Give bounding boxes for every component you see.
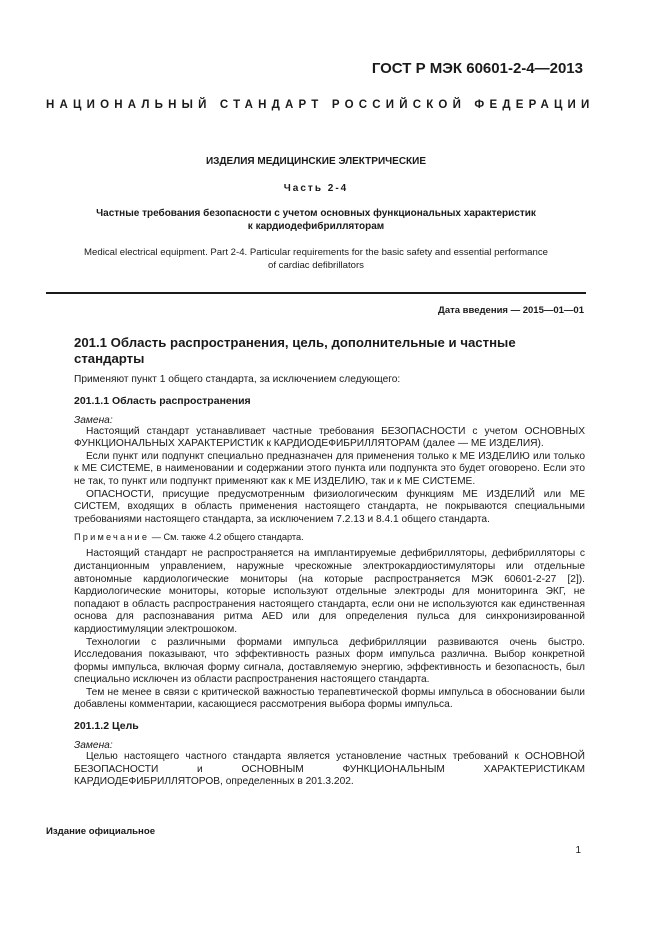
document-part: Часть 2-4 <box>283 183 349 194</box>
paragraph: Тем не менее в связи с критической важностью терапевтической формы импульса в обосновании были добавлены комментарии, касающиеся рассмотрения выбора формы импульса. <box>74 686 585 711</box>
paragraph: Целью настоящего частного стандарта является установление частных требований к ОСНОВНОЙ БЕЗОПАСНОСТИ и ОСНОВНЫМ ФУНКЦИОНАЛЬНЫМ ХАРАКТЕРИСТИКАМ КАРДИОДЕФИБРИЛЛЯТОРОВ, определенных в 201.3.202. <box>74 751 585 788</box>
english-title-line-2: of cardiac defibrillators <box>268 260 364 271</box>
section-heading-line-1: 201.1 Область распространения, цель, дополнительные и частные <box>74 335 516 350</box>
paragraph: ОПАСНОСТИ, присущие предусмотренным физиологическим функциям МЕ ИЗДЕЛИЙ или МЕ СИСТЕМ, входящих в область применения настоящего стандарта, не покрываются специальными требованиями настоящего стандарта, за исключением 7.2.13 и 8.4.1 общего стандарта. <box>74 488 585 525</box>
divider-rule <box>46 292 586 294</box>
replacement-label: Замена: <box>74 740 113 752</box>
document-subtitle <box>46 207 586 233</box>
paragraph: Настоящий стандарт не распространяется на имплантируемые дефибрилляторы, дефибрилляторы с дистанционным управлением, наружные чрескожные электрокардиостимуляторы или отдельные автономные кардиологические мониторы (на которые распространяется МЭК 60601-2-27 [2]). Кардиологические мониторы, которые используют отдельные электроды для мониторинга ЭКГ, не попадают в область распространения настоящего стандарта, если они не используются как единственная основа для распознавания ритма AED или для определения пульса для синхронизированной кардиостимуляции электрошоком. <box>74 548 585 635</box>
paragraph: Настоящий стандарт устанавливает частные требования БЕЗОПАСНОСТИ с учетом ОСНОВНЫХ ФУНКЦИОНАЛЬНЫХ ХАРАКТЕРИСТИК к КАРДИОДЕФИБРИЛЛЯТОРАМ (далее — МЕ ИЗДЕЛИЯ). <box>74 425 585 450</box>
page-number: 1 <box>575 845 581 856</box>
replacement-label: Замена: <box>74 414 113 426</box>
national-standard-banner: НАЦИОНАЛЬНЫЙ СТАНДАРТ РОССИЙСКОЙ ФЕДЕРАЦИИ <box>46 99 595 111</box>
section-body <box>74 374 585 789</box>
paragraph: Если пункт или подпункт специально предназначен для применения только к МЕ ИЗДЕЛИЮ или только к МЕ СИСТЕМЕ, в наименовании и содержании этого пункта или подпункта это будет оговорено. Если это не так, то пункт или подпункт применяют как к МЕ ИЗДЕЛИЮ, так и к МЕ СИСТЕМЕ. <box>74 450 585 487</box>
introduction-date: Дата введения — 2015—01—01 <box>438 305 584 316</box>
section-heading-line-2: стандарты <box>74 351 145 366</box>
paragraph: Технологии с различными формами импульса дефибрилляции развиваются очень быстро. Исследования показывают, что эффективность разных форм импульса различна. Выбор конкретной формы импульса, включая форму сигнала, доставляемую энергию, эффективность и безопасность, был специально исключен из области распространения настоящего стандарта. <box>74 636 585 686</box>
note-text: — См. также 4.2 общего стандарта. <box>149 532 304 543</box>
subtitle-line-2: к кардиодефибрилляторам <box>247 221 385 232</box>
standard-number: ГОСТ Р МЭК 60601-2-4—2013 <box>371 60 583 77</box>
subsection-heading-201-1-1: 201.1.1 Область распространения <box>74 394 251 407</box>
document-title: ИЗДЕЛИЯ МЕДИЦИНСКИЕ ЭЛЕКТРИЧЕСКИЕ <box>205 156 427 167</box>
official-edition-label: Издание официальное <box>46 826 156 837</box>
applies-statement: Применяют пункт 1 общего стандарта, за исключением следующего: <box>74 374 401 385</box>
note-label: Примечание <box>74 532 150 543</box>
subtitle-line-1: Частные требования безопасности с учетом основных функциональных характеристик <box>96 208 536 219</box>
section-heading-201-1 <box>74 335 585 367</box>
english-title <box>46 246 586 272</box>
english-title-line-1: Medical electrical equipment. Part 2-4. Particular requirements for the basic safety and essential performance <box>84 247 548 258</box>
subsection-heading-201-1-2: 201.1.2 Цель <box>74 720 139 733</box>
note <box>74 532 585 542</box>
